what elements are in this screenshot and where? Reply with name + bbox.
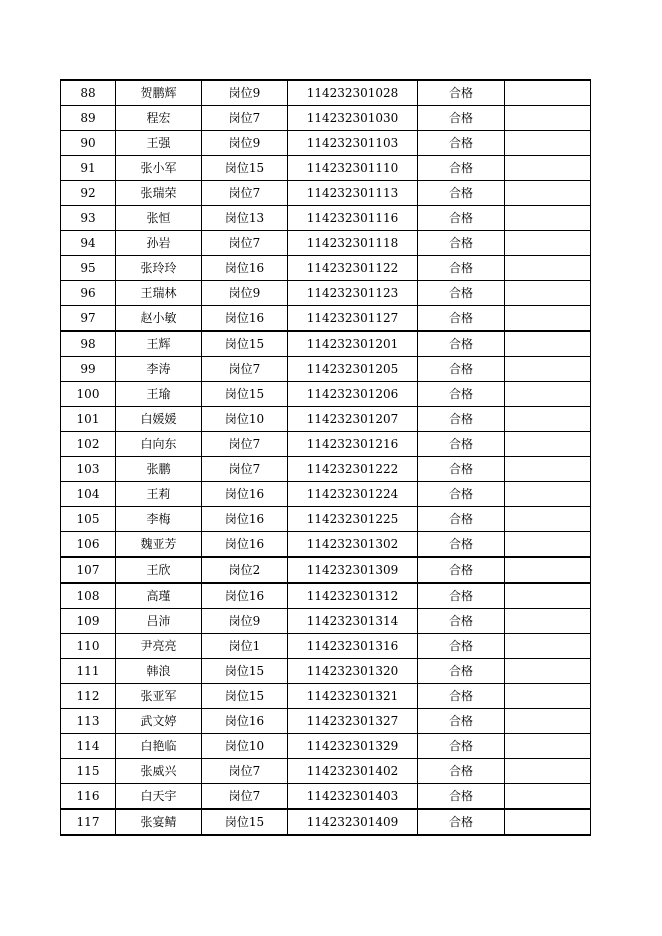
row-number-cell: 89 xyxy=(61,106,116,131)
ticket-number-cell: 114232301118 xyxy=(288,231,418,256)
ticket-number-cell: 114232301207 xyxy=(288,407,418,432)
name-cell: 张玲玲 xyxy=(116,256,202,281)
ticket-number-cell: 114232301302 xyxy=(288,532,418,558)
ticket-number-cell: 114232301110 xyxy=(288,156,418,181)
row-number-cell: 106 xyxy=(61,532,116,558)
post-cell: 岗位15 xyxy=(202,331,288,357)
result-cell: 合格 xyxy=(418,407,505,432)
row-number-cell: 113 xyxy=(61,709,116,734)
row-number-cell: 115 xyxy=(61,759,116,784)
name-cell: 李涛 xyxy=(116,357,202,382)
remark-cell xyxy=(505,306,591,332)
name-cell: 张宴鲭 xyxy=(116,809,202,835)
post-cell: 岗位15 xyxy=(202,809,288,835)
remark-cell xyxy=(505,507,591,532)
ticket-number-cell: 114232301225 xyxy=(288,507,418,532)
table-row xyxy=(61,331,591,357)
post-cell: 岗位10 xyxy=(202,407,288,432)
post-cell: 岗位9 xyxy=(202,131,288,156)
ticket-number-cell: 114232301329 xyxy=(288,734,418,759)
result-cell: 合格 xyxy=(418,709,505,734)
table-row xyxy=(61,684,591,709)
result-cell: 合格 xyxy=(418,231,505,256)
row-number-cell: 109 xyxy=(61,609,116,634)
remark-cell xyxy=(505,382,591,407)
post-cell: 岗位7 xyxy=(202,231,288,256)
results-sheet xyxy=(60,79,591,836)
name-cell: 张小军 xyxy=(116,156,202,181)
remark-cell xyxy=(505,231,591,256)
ticket-number-cell: 114232301327 xyxy=(288,709,418,734)
post-cell: 岗位10 xyxy=(202,734,288,759)
table-row xyxy=(61,181,591,206)
ticket-number-cell: 114232301205 xyxy=(288,357,418,382)
row-number-cell: 102 xyxy=(61,432,116,457)
name-cell: 魏亚芳 xyxy=(116,532,202,558)
remark-cell xyxy=(505,432,591,457)
remark-cell xyxy=(505,357,591,382)
table-body xyxy=(61,80,591,835)
remark-cell xyxy=(505,684,591,709)
ticket-number-cell: 114232301309 xyxy=(288,557,418,583)
post-cell: 岗位15 xyxy=(202,684,288,709)
result-cell: 合格 xyxy=(418,634,505,659)
ticket-number-cell: 114232301316 xyxy=(288,634,418,659)
name-cell: 吕沛 xyxy=(116,609,202,634)
name-cell: 张亚军 xyxy=(116,684,202,709)
table-row xyxy=(61,784,591,810)
name-cell: 孙岩 xyxy=(116,231,202,256)
table-row xyxy=(61,659,591,684)
result-cell: 合格 xyxy=(418,206,505,231)
row-number-cell: 112 xyxy=(61,684,116,709)
remark-cell xyxy=(505,709,591,734)
post-cell: 岗位7 xyxy=(202,759,288,784)
name-cell: 王瑜 xyxy=(116,382,202,407)
results-table xyxy=(60,79,591,836)
table-row xyxy=(61,759,591,784)
table-row xyxy=(61,382,591,407)
ticket-number-cell: 114232301201 xyxy=(288,331,418,357)
name-cell: 王瑞林 xyxy=(116,281,202,306)
table-row xyxy=(61,131,591,156)
ticket-number-cell: 114232301314 xyxy=(288,609,418,634)
post-cell: 岗位7 xyxy=(202,784,288,810)
name-cell: 张恒 xyxy=(116,206,202,231)
name-cell: 程宏 xyxy=(116,106,202,131)
ticket-number-cell: 114232301224 xyxy=(288,482,418,507)
name-cell: 张威兴 xyxy=(116,759,202,784)
ticket-number-cell: 114232301123 xyxy=(288,281,418,306)
remark-cell xyxy=(505,532,591,558)
result-cell: 合格 xyxy=(418,457,505,482)
name-cell: 王强 xyxy=(116,131,202,156)
remark-cell xyxy=(505,557,591,583)
post-cell: 岗位1 xyxy=(202,634,288,659)
table-row xyxy=(61,609,591,634)
remark-cell xyxy=(505,156,591,181)
ticket-number-cell: 114232301222 xyxy=(288,457,418,482)
result-cell: 合格 xyxy=(418,181,505,206)
remark-cell xyxy=(505,181,591,206)
remark-cell xyxy=(505,759,591,784)
post-cell: 岗位7 xyxy=(202,432,288,457)
table-row xyxy=(61,432,591,457)
row-number-cell: 96 xyxy=(61,281,116,306)
post-cell: 岗位16 xyxy=(202,709,288,734)
result-cell: 合格 xyxy=(418,809,505,835)
remark-cell xyxy=(505,256,591,281)
row-number-cell: 100 xyxy=(61,382,116,407)
name-cell: 尹亮亮 xyxy=(116,634,202,659)
remark-cell xyxy=(505,407,591,432)
ticket-number-cell: 114232301122 xyxy=(288,256,418,281)
ticket-number-cell: 114232301116 xyxy=(288,206,418,231)
result-cell: 合格 xyxy=(418,106,505,131)
post-cell: 岗位16 xyxy=(202,532,288,558)
row-number-cell: 107 xyxy=(61,557,116,583)
row-number-cell: 95 xyxy=(61,256,116,281)
name-cell: 白艳临 xyxy=(116,734,202,759)
name-cell: 贺鹏辉 xyxy=(116,80,202,106)
result-cell: 合格 xyxy=(418,734,505,759)
table-row xyxy=(61,357,591,382)
row-number-cell: 94 xyxy=(61,231,116,256)
ticket-number-cell: 114232301206 xyxy=(288,382,418,407)
row-number-cell: 93 xyxy=(61,206,116,231)
remark-cell xyxy=(505,131,591,156)
post-cell: 岗位16 xyxy=(202,583,288,609)
ticket-number-cell: 114232301402 xyxy=(288,759,418,784)
ticket-number-cell: 114232301409 xyxy=(288,809,418,835)
row-number-cell: 97 xyxy=(61,306,116,332)
remark-cell xyxy=(505,734,591,759)
name-cell: 李梅 xyxy=(116,507,202,532)
row-number-cell: 103 xyxy=(61,457,116,482)
remark-cell xyxy=(505,206,591,231)
post-cell: 岗位15 xyxy=(202,382,288,407)
result-cell: 合格 xyxy=(418,507,505,532)
name-cell: 高瑾 xyxy=(116,583,202,609)
post-cell: 岗位15 xyxy=(202,156,288,181)
table-row xyxy=(61,583,591,609)
result-cell: 合格 xyxy=(418,256,505,281)
post-cell: 岗位2 xyxy=(202,557,288,583)
name-cell: 张鹏 xyxy=(116,457,202,482)
ticket-number-cell: 114232301321 xyxy=(288,684,418,709)
table-row xyxy=(61,407,591,432)
ticket-number-cell: 114232301030 xyxy=(288,106,418,131)
result-cell: 合格 xyxy=(418,281,505,306)
name-cell: 白媛媛 xyxy=(116,407,202,432)
result-cell: 合格 xyxy=(418,482,505,507)
row-number-cell: 111 xyxy=(61,659,116,684)
post-cell: 岗位16 xyxy=(202,256,288,281)
post-cell: 岗位13 xyxy=(202,206,288,231)
remark-cell xyxy=(505,583,591,609)
ticket-number-cell: 114232301320 xyxy=(288,659,418,684)
row-number-cell: 114 xyxy=(61,734,116,759)
table-row xyxy=(61,256,591,281)
post-cell: 岗位7 xyxy=(202,181,288,206)
post-cell: 岗位16 xyxy=(202,507,288,532)
table-row xyxy=(61,557,591,583)
result-cell: 合格 xyxy=(418,306,505,332)
row-number-cell: 90 xyxy=(61,131,116,156)
row-number-cell: 116 xyxy=(61,784,116,810)
post-cell: 岗位9 xyxy=(202,80,288,106)
result-cell: 合格 xyxy=(418,609,505,634)
result-cell: 合格 xyxy=(418,583,505,609)
ticket-number-cell: 114232301403 xyxy=(288,784,418,810)
remark-cell xyxy=(505,659,591,684)
table-row xyxy=(61,80,591,106)
name-cell: 韩浪 xyxy=(116,659,202,684)
row-number-cell: 104 xyxy=(61,482,116,507)
table-row xyxy=(61,231,591,256)
result-cell: 合格 xyxy=(418,784,505,810)
post-cell: 岗位16 xyxy=(202,482,288,507)
result-cell: 合格 xyxy=(418,432,505,457)
ticket-number-cell: 114232301113 xyxy=(288,181,418,206)
result-cell: 合格 xyxy=(418,331,505,357)
result-cell: 合格 xyxy=(418,357,505,382)
row-number-cell: 117 xyxy=(61,809,116,835)
row-number-cell: 92 xyxy=(61,181,116,206)
ticket-number-cell: 114232301103 xyxy=(288,131,418,156)
remark-cell xyxy=(505,809,591,835)
table-row xyxy=(61,306,591,332)
result-cell: 合格 xyxy=(418,131,505,156)
table-row xyxy=(61,281,591,306)
remark-cell xyxy=(505,784,591,810)
row-number-cell: 101 xyxy=(61,407,116,432)
table-row xyxy=(61,734,591,759)
table-row xyxy=(61,482,591,507)
name-cell: 王莉 xyxy=(116,482,202,507)
remark-cell xyxy=(505,281,591,306)
row-number-cell: 105 xyxy=(61,507,116,532)
row-number-cell: 99 xyxy=(61,357,116,382)
remark-cell xyxy=(505,609,591,634)
post-cell: 岗位9 xyxy=(202,609,288,634)
result-cell: 合格 xyxy=(418,156,505,181)
ticket-number-cell: 114232301312 xyxy=(288,583,418,609)
table-row xyxy=(61,206,591,231)
post-cell: 岗位9 xyxy=(202,281,288,306)
table-row xyxy=(61,709,591,734)
name-cell: 赵小敏 xyxy=(116,306,202,332)
table-row xyxy=(61,532,591,558)
result-cell: 合格 xyxy=(418,532,505,558)
remark-cell xyxy=(505,457,591,482)
remark-cell xyxy=(505,106,591,131)
result-cell: 合格 xyxy=(418,759,505,784)
ticket-number-cell: 114232301216 xyxy=(288,432,418,457)
row-number-cell: 98 xyxy=(61,331,116,357)
result-cell: 合格 xyxy=(418,684,505,709)
name-cell: 武文婷 xyxy=(116,709,202,734)
post-cell: 岗位7 xyxy=(202,357,288,382)
result-cell: 合格 xyxy=(418,557,505,583)
ticket-number-cell: 114232301127 xyxy=(288,306,418,332)
result-cell: 合格 xyxy=(418,80,505,106)
remark-cell xyxy=(505,634,591,659)
table-row xyxy=(61,457,591,482)
name-cell: 王辉 xyxy=(116,331,202,357)
remark-cell xyxy=(505,80,591,106)
name-cell: 白天宇 xyxy=(116,784,202,810)
post-cell: 岗位7 xyxy=(202,106,288,131)
table-row xyxy=(61,106,591,131)
remark-cell xyxy=(505,482,591,507)
row-number-cell: 88 xyxy=(61,80,116,106)
table-row xyxy=(61,156,591,181)
name-cell: 王欣 xyxy=(116,557,202,583)
table-row xyxy=(61,809,591,835)
table-row xyxy=(61,507,591,532)
row-number-cell: 91 xyxy=(61,156,116,181)
post-cell: 岗位15 xyxy=(202,659,288,684)
post-cell: 岗位7 xyxy=(202,457,288,482)
result-cell: 合格 xyxy=(418,382,505,407)
row-number-cell: 108 xyxy=(61,583,116,609)
name-cell: 张瑞荣 xyxy=(116,181,202,206)
ticket-number-cell: 114232301028 xyxy=(288,80,418,106)
name-cell: 白向东 xyxy=(116,432,202,457)
row-number-cell: 110 xyxy=(61,634,116,659)
table-row xyxy=(61,634,591,659)
post-cell: 岗位16 xyxy=(202,306,288,332)
remark-cell xyxy=(505,331,591,357)
result-cell: 合格 xyxy=(418,659,505,684)
